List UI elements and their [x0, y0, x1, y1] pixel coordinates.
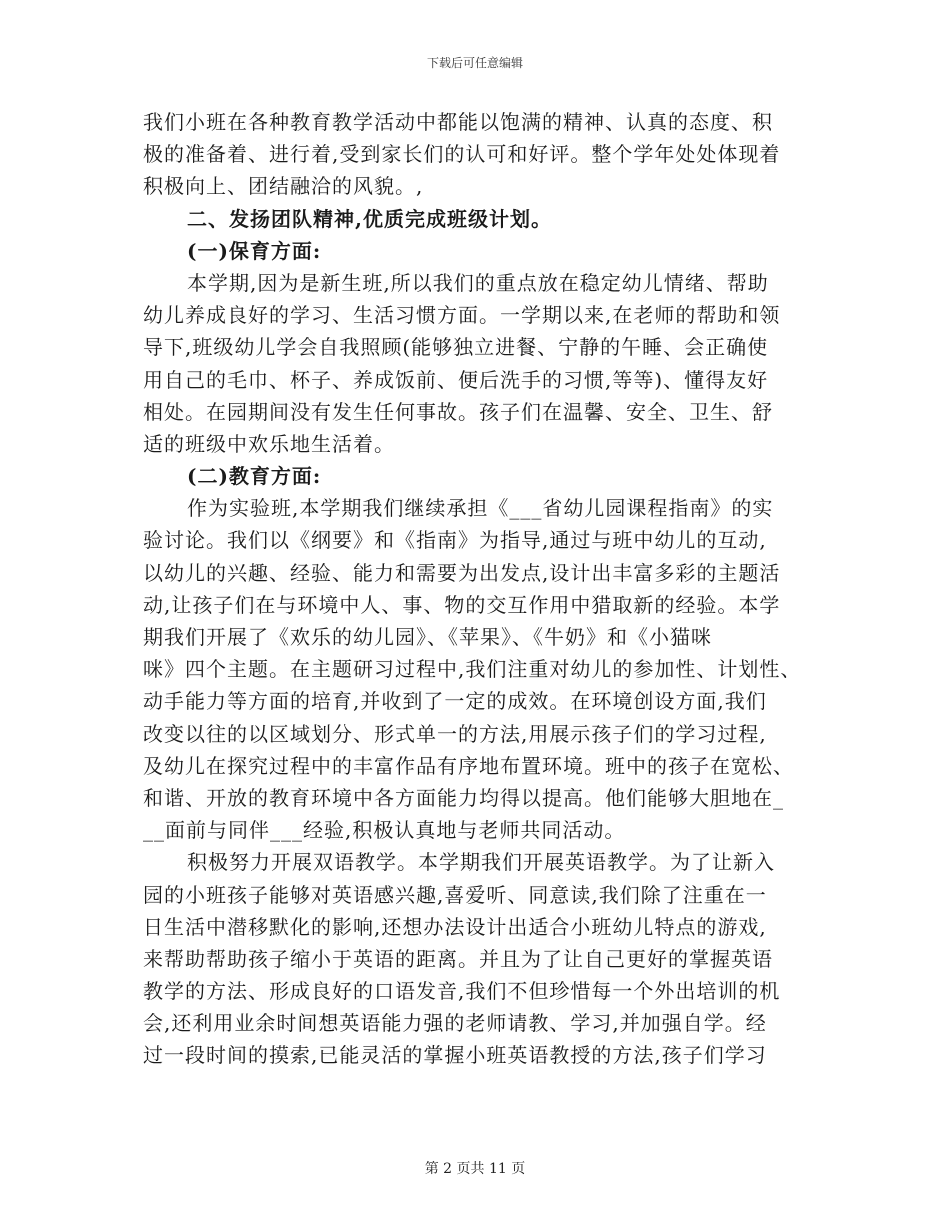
paragraph-line: 我们小班在各种教育教学活动中都能以饱满的精神、认真的态度、积 [143, 110, 773, 134]
header-note: 下载后可任意编辑 [426, 56, 523, 70]
section-heading: 二、发扬团队精神,优质完成班级计划。 [187, 206, 552, 231]
paragraph-line: 园的小班孩子能够对英语感兴趣,喜爱听、同意读,我们除了注重在一 [143, 882, 767, 907]
paragraph-line: 积极向上、团结融洽的风貌。, [143, 174, 424, 199]
paragraph-line: 咪》四个主题。在主题研习过程中,我们注重对幼儿的参加性、计划性、 [143, 657, 802, 682]
paragraph-line: 积极努力开展双语教学。本学期我们开展英语教学。为了让新入 [187, 850, 775, 875]
paragraph-line: __面前与同伴___经验,积极认真地与老师共同活动。 [143, 818, 626, 843]
paragraph-line: 及幼儿在探究过程中的丰富作品有序地布置环境。班中的孩子在宽松、 [143, 753, 794, 778]
paragraph-line: 教学的方法、形成良好的口语发音,我们不但珍惜每一个外出培训的机 [143, 979, 781, 1004]
paragraph-line: 日生活中潜移默化的影响,还想办法设计出适合小班幼儿特点的游戏, [143, 914, 767, 939]
paragraph-line: 相处。在园期间没有发生任何事故。孩子们在温馨、安全、卫生、舒 [143, 399, 773, 424]
page-number: 第 2 页共 11 页 [424, 1161, 526, 1177]
paragraph-line: 极的准备着、进行着,受到家长们的认可和好评。整个学年处处体现着 [143, 142, 781, 167]
paragraph-line: 动,让孩子们在与环境中人、事、物的交互作用中猎取新的经验。本学 [143, 592, 781, 617]
paragraph-line: 导下,班级幼儿学会自我照顾(能够独立进餐、宁静的午睡、会正确使 [143, 335, 769, 360]
paragraph-line: 以幼儿的兴趣、经验、能力和需要为出发点,设计出丰富多彩的主题活 [143, 560, 781, 585]
paragraph-line: 作为实验班,本学期我们继续承担《___省幼儿园课程指南》的实 [187, 496, 774, 521]
paragraph-line: 改变以往的以区域划分、形式单一的方法,用展示孩子们的学习过程, [143, 721, 767, 746]
paragraph-line: 过一段时间的摸索,已能灵活的掌握小班英语教授的方法,孩子们学习 [143, 1043, 767, 1068]
paragraph-line: 用自己的毛巾、杯子、养成饭前、便后洗手的习惯,等等)、懂得友好 [143, 367, 769, 392]
paragraph-line: 和谐、开放的教育环境中各方面能力均得以提高。他们能够大胆地在_ [143, 785, 784, 810]
document-body [143, 106, 823, 1072]
section-heading: (二)教育方面: [187, 464, 322, 489]
paragraph-line: 验讨论。我们以《纲要》和《指南》为指导,通过与班中幼儿的互动, [143, 528, 767, 553]
paragraph-line: 动手能力等方面的培育,并收到了一定的成效。在环境创设方面,我们 [143, 689, 767, 714]
paragraph-line: 来帮助帮助孩子缩小于英语的距离。并且为了让自己更好的掌握英语 [143, 946, 773, 971]
paragraph-line: 幼儿养成良好的学习、生活习惯方面。一学期以来,在老师的帮助和领 [143, 303, 781, 328]
section-heading: (一)保育方面: [187, 238, 322, 263]
paragraph-line: 适的班级中欢乐地生活着。 [143, 431, 395, 456]
paragraph-line: 期我们开展了《欢乐的幼儿园》、《苹果》、《牛奶》和《小猫咪 [143, 625, 712, 649]
paragraph-line: 会,还利用业余时间想英语能力强的老师请教、学习,并加强自学。经 [143, 1011, 767, 1036]
paragraph-line: 本学期,因为是新生班,所以我们的重点放在稳定幼儿情绪、帮助 [187, 270, 769, 295]
